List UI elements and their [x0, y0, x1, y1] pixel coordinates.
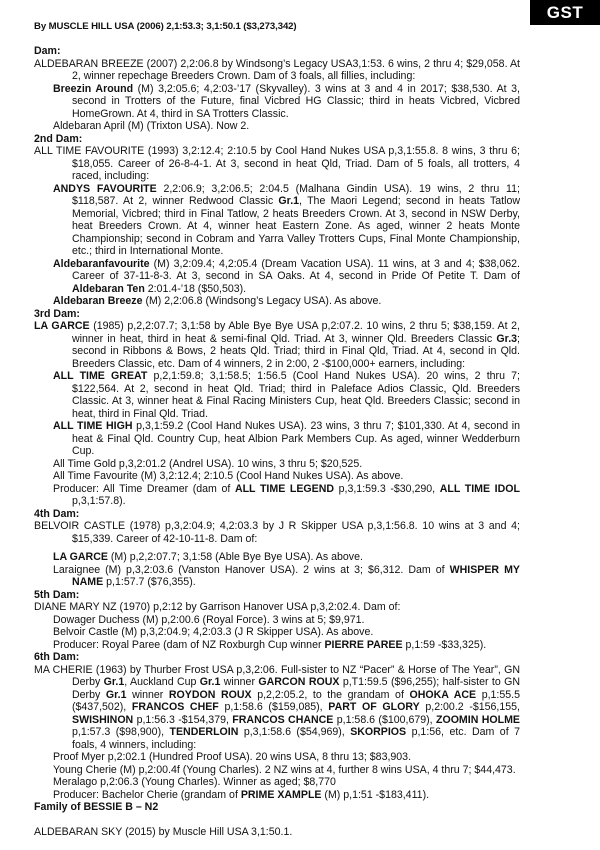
- progeny-item: [34, 626, 520, 639]
- text-run: p,3,1:58.6 ($54,969),: [238, 726, 351, 738]
- progeny-item: [34, 370, 520, 420]
- bold-run: FRANCOS CHANCE: [232, 713, 334, 726]
- text-run: p,T1:59.5 ($96,255); half-sister to GN Derby: [72, 676, 521, 701]
- bold-run: Aldebaranfavourite: [53, 257, 150, 270]
- text-run: p,1:57.7 ($76,355).: [103, 576, 196, 588]
- progeny-item: [34, 258, 520, 296]
- text-run: , The Maori Legend; second in heats Tatlow Memorial, Vicbred; third in Final Tatlow, 2 heats Breeders Crown. At 3, second in NSW Derby, heat Breeders Crown. At 4, winner heat Eastern Zone. As aged, winner 2 heats Monte Championship; second in Cobram and Yarra Valley Trotters Cups, Final Monte Championship, etc.; third in International Monte.: [72, 195, 520, 257]
- bold-run: PART OF GLORY: [328, 701, 420, 713]
- text-run: Producer: Bachelor Cherie (grandam of: [53, 788, 241, 801]
- bold-run: ALL TIME HIGH: [53, 420, 133, 432]
- bold-run: Aldebaran Ten: [72, 282, 145, 295]
- bold-run: Aldebaran Breeze: [53, 295, 143, 307]
- bold-run: PIERRE PAREE: [324, 638, 403, 651]
- text-run: p,1:58.6 ($100,679),: [333, 713, 436, 726]
- gst-badge: GST: [530, 0, 600, 25]
- dam-section: [34, 589, 520, 652]
- text-run: p,3,1:59.3 -$30,290,: [334, 482, 440, 495]
- family-line: Family of BESSIE B – N2: [34, 801, 159, 813]
- progeny-item: [34, 776, 520, 789]
- section-heading: 5th Dam:: [34, 588, 80, 601]
- text-run: 2,2:06.9; 3,2:06.5; 2:04.5 (Malhana Gindin USA). 19 wins, 2 thru 11; $118,587. At 2, winner Redwood Classic: [72, 182, 520, 207]
- dam-entry: [34, 520, 520, 545]
- text-run: p,1:58.6 ($159,085),: [218, 701, 329, 713]
- bold-run: FRANCOS CHEF: [131, 701, 219, 713]
- text-run: p,1:59 -$33,325).: [402, 638, 487, 651]
- progeny-item: [34, 551, 520, 564]
- text-run: p,1:55.5 ($437,502),: [72, 688, 520, 713]
- text-run: Proof Myer p,2:02.1 (Hundred Proof USA). 20 wins USA, 8 thru 13; $83,903.: [53, 751, 412, 763]
- section-heading: Dam:: [34, 45, 61, 57]
- bold-run: Gr.1: [103, 676, 125, 688]
- text-run: p,1:56.3 -$154,379,: [133, 713, 233, 726]
- progeny-item: [34, 483, 520, 508]
- progeny-item: [34, 295, 520, 308]
- dam-entry: [34, 145, 520, 183]
- bold-run: SWISHINON: [72, 713, 134, 726]
- text-run: p,3,1:59.2 (Cool Hand Nukes USA). 23 wins, 3 thru 7; $101,330. At 4, second in heat & Final Qld. Country Cup, heat Albion Park Members Cup. As aged, winner Wedderburn Cup.: [72, 420, 521, 457]
- text-run: , Auckland Cup: [124, 676, 200, 688]
- bold-run: Gr.1: [105, 688, 127, 701]
- dam-section: [34, 508, 520, 589]
- dam-entry: [34, 320, 520, 370]
- text-run: (M) 3,2:05.6; 4,2:03-’17 (Skyvalley). 3 wins at 3 and 4 in 2017; $38,530. At 3, second in Trotters of the Future, final Vicbred HG Classic; third in heats Vicbred, Vicbred HomeGrown. At 4, third in SA Trotters Classic.: [72, 82, 520, 120]
- progeny-item: [34, 639, 520, 652]
- text-run: 2:01.4-’18 ($50,503).: [144, 282, 247, 295]
- text-run: Aldebaran April (M) (Trixton USA). Now 2.: [53, 120, 250, 132]
- bold-run: Gr.3: [496, 332, 518, 345]
- sire-line: By MUSCLE HILL USA (2006) 2,1:53.3; 3,1:50.1 ($3,273,342): [34, 21, 297, 32]
- text-run: ; second in Ribbons & Bows, 2 heats Qld. Triad; third in Final Qld, Triad. At 4, second in Qld. Breeders Classic, etc. Dam of 4 winners, 2 in 2:00, 2 -$100,000+ earners, including:: [72, 332, 520, 370]
- dam-entry: [34, 601, 520, 614]
- text-run: p,2:00.2 -$156,155,: [419, 701, 520, 713]
- bold-run: ZOOMIN HOLME: [435, 713, 520, 726]
- text-run: BELVOIR CASTLE (1978) p,3,2:04.9; 4,2:03.3 by J R Skipper USA p,3,1:56.8. 10 wins at 3 and 4; $15,339. Career of 42-10-11-8. Dam of:: [34, 520, 520, 545]
- bold-run: Gr.1: [199, 676, 221, 688]
- section-heading: 4th Dam:: [34, 507, 80, 520]
- text-run: winner: [126, 688, 169, 701]
- progeny-item: [34, 120, 520, 133]
- bold-run: ALL TIME LEGEND: [234, 482, 335, 495]
- progeny-item: [34, 183, 520, 258]
- progeny-item: [34, 614, 520, 627]
- progeny-item: [34, 458, 520, 471]
- text-run: p,2,1:59.8; 3,1:58.5; 1:56.5 (Cool Hand Nukes USA). 20 wins, 2 thru 7; $122,564. At 2, second in heat Qld. Triad; third in Paleface Adios Classic, Qld. Breeders Classic. At 3, winner heat & Final Racing Ministers Cup, heat Qld. Breeders Classic; second in heat, third in Final Qld. Triad.: [72, 370, 520, 420]
- progeny-item: [34, 764, 520, 777]
- progeny-item: [34, 564, 520, 589]
- dam-section: [34, 133, 520, 308]
- section-heading: 3rd Dam:: [34, 307, 80, 320]
- dam-section: [34, 45, 520, 133]
- text-run: p,3,1:57.8).: [72, 495, 126, 507]
- bold-run: SKORPIOS: [350, 726, 407, 738]
- section-heading: 2nd Dam:: [34, 132, 83, 145]
- bold-run: LA GARCE: [34, 320, 90, 332]
- text-run: Producer: Royal Paree (dam of NZ Roxburgh Cup winner: [53, 638, 325, 651]
- text-run: DIANE MARY NZ (1970) p,2:12 by Garrison Hanover USA p,3,2:02.4. Dam of:: [34, 601, 401, 613]
- bold-run: LA GARCE: [53, 551, 108, 563]
- text-run: MA CHERIE (1963) by Thurber Frost USA p,3,2:06. Full-sister to NZ “Pacer” & Horse of The Year”, GN Derby: [34, 663, 520, 688]
- footer-line: ALDEBARAN SKY (2015) by Muscle Hill USA 3,1:50.1.: [34, 825, 293, 838]
- bold-run: ROYDON ROUX: [168, 688, 252, 701]
- text-run: Dowager Duchess (M) p,2:00.6 (Royal Force). 3 wins at 5; $9,971.: [53, 613, 365, 626]
- progeny-item: [34, 420, 520, 458]
- text-run: (M) p,1:51 -$183,411).: [321, 788, 430, 801]
- dam-section: [34, 308, 520, 508]
- bold-run: OHOKA ACE: [409, 688, 477, 701]
- dam-entry: [34, 664, 520, 752]
- text-run: winner: [220, 676, 259, 688]
- text-run: p,2,2:05.2, to the grandam of: [251, 688, 410, 701]
- dam-section: [34, 651, 520, 801]
- dam-entry: [34, 58, 520, 83]
- bold-run: ALL TIME IDOL: [439, 482, 520, 495]
- text-run: (M) p,2,2:07.7; 3,1:58 (Able Bye Bye USA). As above.: [107, 551, 363, 563]
- progeny-item: [34, 83, 520, 121]
- text-run: (M) 2,2:06.8 (Windsong’s Legacy USA). As above.: [142, 295, 382, 307]
- text-run: Laraignee (M) p,3,2:03.6 (Vanston Hanover USA). 2 wins at 3; $6,312. Dam of: [53, 563, 450, 576]
- progeny-item: [34, 470, 520, 483]
- text-run: Young Cherie (M) p,2:00.4f (Young Charles). 2 NZ wins at 4, further 8 wins USA, 4 thru 7; $44,473.: [53, 763, 516, 776]
- progeny-item: [34, 751, 520, 764]
- text-run: ALL TIME FAVOURITE (1993) 3,2:12.4; 2:10.5 by Cool Hand Nukes USA p,3,1:55.8. 8 wins, 3 thru 6; $18,055. Career of 26-8-4-1. At 3, second in heat Qld, Triad. Dam of 5 foals, all trotters, 4 raced, including:: [34, 145, 520, 182]
- bold-run: ANDYS FAVOURITE: [53, 182, 157, 195]
- text-run: All Time Gold p,3,2:01.2 (Andrel USA). 10 wins, 3 thru 5; $20,525.: [53, 457, 363, 470]
- text-run: Belvoir Castle (M) p,3,2:04.9; 4,2:03.3 (J R Skipper USA). As above.: [53, 626, 374, 638]
- bold-run: Gr.1: [278, 195, 300, 207]
- section-heading: 6th Dam:: [34, 651, 80, 663]
- text-run: Meralago p,2:06.3 (Young Charles). Winner as aged; $8,770: [53, 776, 336, 788]
- text-run: Producer: All Time Dreamer (dam of: [53, 482, 235, 495]
- text-run: (1985) p,2,2:07.7; 3,1:58 by Able Bye Bye USA p,2:07.2. 10 wins, 2 thru 5; $38,159. At 2, winner in heat, third in heat & semi-final Qld. Triad. At 3, winner Qld. Breeders Classic: [72, 320, 520, 345]
- text-run: ALDEBARAN BREEZE (2007) 2,2:06.8 by Windsong’s Legacy USA3,1:53. 6 wins, 2 thru 4; $29,058. At 2, winner repechage Breeders Crown. Dam of 3 foals, all fillies, including:: [34, 57, 520, 82]
- pedigree-document: [34, 45, 520, 838]
- bold-run: WHISPER MY NAME: [72, 563, 520, 588]
- text-run: (M) 3,2:09.4; 4,2:05.4 (Dream Vacation USA). 11 wins, at 3 and 4; $38,062. Career of 37-11-8-3. At 3, second in SA Oaks. At 4, second in Pride Of Petite T. Dam of: [72, 257, 520, 282]
- bold-run: Breezin Around: [53, 82, 134, 95]
- bold-run: ALL TIME GREAT: [53, 370, 148, 382]
- text-run: p,1:57.3 ($98,900),: [72, 726, 170, 738]
- bold-run: TENDERLOIN: [169, 726, 239, 738]
- bold-run: GARCON ROUX: [258, 676, 340, 688]
- text-run: p,1:56, etc. Dam of 7 foals, 4 winners, including:: [72, 726, 521, 751]
- text-run: All Time Favourite (M) 3,2:12.4; 2:10.5 (Cool Hand Nukes USA). As above.: [53, 470, 404, 482]
- progeny-item: [34, 789, 520, 802]
- bold-run: PRIME XAMPLE: [240, 788, 322, 801]
- dam-sections: [34, 45, 520, 801]
